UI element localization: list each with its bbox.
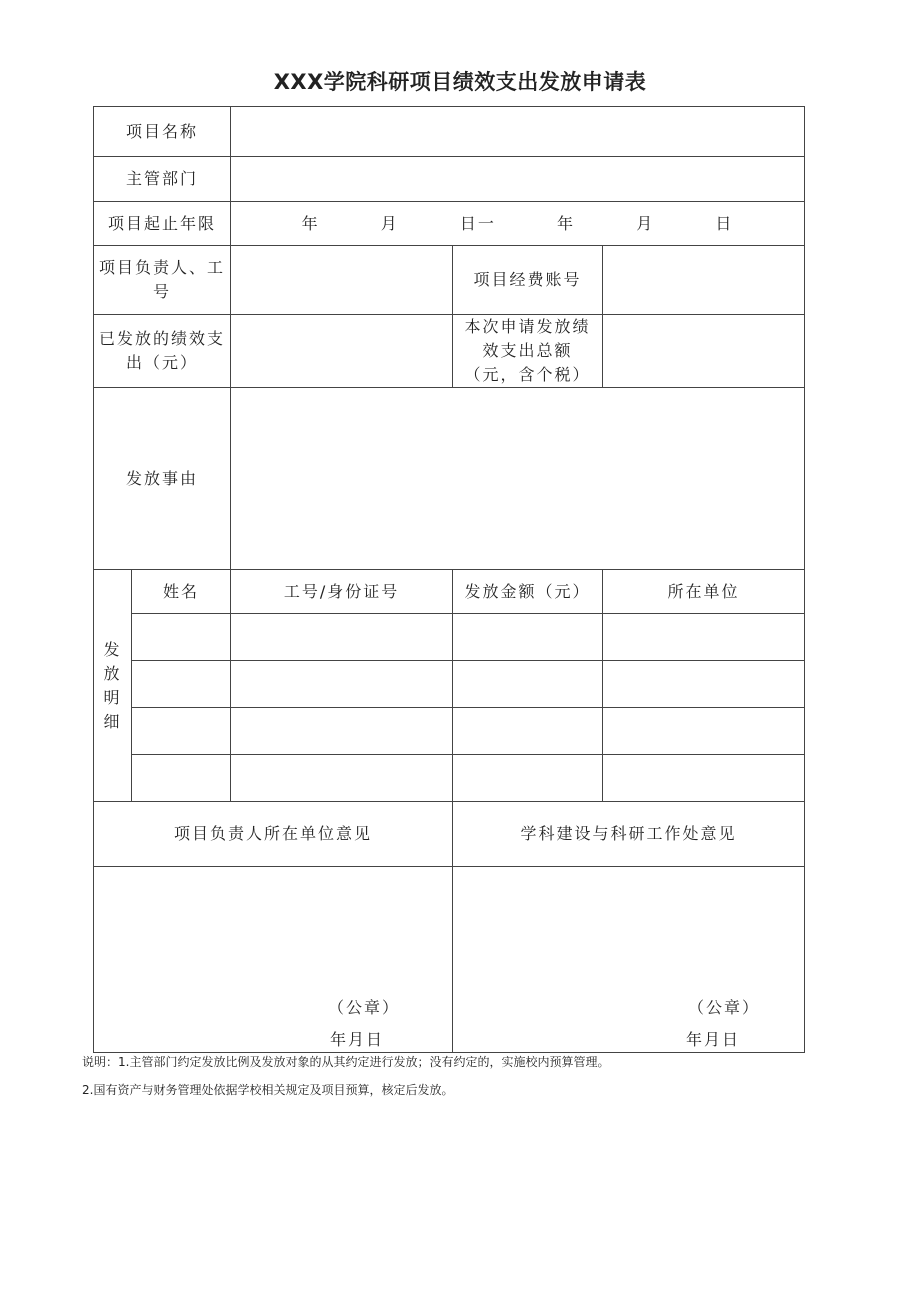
period-start-month: 月 <box>380 213 399 233</box>
period-field[interactable] <box>231 202 805 246</box>
detail-name-cell[interactable] <box>132 661 231 708</box>
period-end-year: 年 <box>557 213 576 233</box>
opinion-leader-field[interactable] <box>94 867 453 1053</box>
application-form <box>93 106 805 1053</box>
table-row <box>94 614 805 661</box>
opinion-office-field[interactable] <box>453 867 805 1053</box>
reason-label: 发放事由 <box>94 388 231 570</box>
project-name-label: 项目名称 <box>94 107 231 157</box>
detail-id-cell[interactable] <box>231 755 453 802</box>
detail-amount-cell[interactable] <box>453 661 603 708</box>
detail-unit-cell[interactable] <box>603 755 805 802</box>
detail-id-cell[interactable] <box>231 614 453 661</box>
detail-header-amount: 发放金额（元） <box>453 570 603 614</box>
note-2: 2.国有资产与财务管理处依据学校相关规定及项目预算，核定后发放。 <box>82 1083 454 1097</box>
apply-total-label: 本次申请发放绩 效支出总额 （元，含个税） <box>453 315 603 388</box>
account-field[interactable] <box>603 246 805 315</box>
paid-label: 已发放的绩效支 出（元） <box>94 315 231 388</box>
note-1: 说明：1.主管部门约定发放比例及发放对象的从其约定进行发放；没有约定的，实施校内预算管理。 <box>82 1055 610 1069</box>
sign-date-label: 年月日 <box>330 1030 385 1049</box>
period-start-day: 日一 <box>459 213 496 233</box>
notes <box>82 1054 609 1098</box>
detail-header-name: 姓名 <box>132 570 231 614</box>
department-field[interactable] <box>231 157 805 202</box>
period-end-month: 月 <box>636 213 655 233</box>
table-row <box>94 661 805 708</box>
detail-id-cell[interactable] <box>231 661 453 708</box>
opinion-leader-label: 项目负责人所在单位意见 <box>94 802 453 867</box>
sign-date-label: 年月日 <box>686 1030 741 1049</box>
project-name-field[interactable] <box>231 107 805 157</box>
opinion-office-label: 学科建设与科研工作处意见 <box>453 802 805 867</box>
period-label: 项目起止年限 <box>94 202 231 246</box>
detail-name-cell[interactable] <box>132 755 231 802</box>
detail-name-cell[interactable] <box>132 708 231 755</box>
period-start-year: 年 <box>301 213 320 233</box>
period-end-day: 日 <box>715 213 734 233</box>
department-label: 主管部门 <box>94 157 231 202</box>
detail-id-cell[interactable] <box>231 708 453 755</box>
detail-name-cell[interactable] <box>132 614 231 661</box>
account-label: 项目经费账号 <box>453 246 603 315</box>
stamp-label: （公章） <box>688 998 761 1017</box>
leader-field[interactable] <box>231 246 453 315</box>
detail-label: 发 放 明 细 <box>94 570 132 802</box>
apply-total-field[interactable] <box>603 315 805 388</box>
detail-unit-cell[interactable] <box>603 614 805 661</box>
reason-field[interactable] <box>231 388 805 570</box>
page-title: XXX学院科研项目绩效支出发放申请表 <box>273 70 647 94</box>
detail-amount-cell[interactable] <box>453 755 603 802</box>
detail-amount-cell[interactable] <box>453 708 603 755</box>
detail-amount-cell[interactable] <box>453 614 603 661</box>
table-row <box>94 755 805 802</box>
paid-field[interactable] <box>231 315 453 388</box>
table-row <box>94 708 805 755</box>
detail-header-unit: 所在单位 <box>603 570 805 614</box>
detail-unit-cell[interactable] <box>603 708 805 755</box>
detail-header-id: 工号/身份证号 <box>231 570 453 614</box>
stamp-label: （公章） <box>328 998 401 1017</box>
leader-label: 项目负责人、工 号 <box>94 246 231 315</box>
detail-unit-cell[interactable] <box>603 661 805 708</box>
